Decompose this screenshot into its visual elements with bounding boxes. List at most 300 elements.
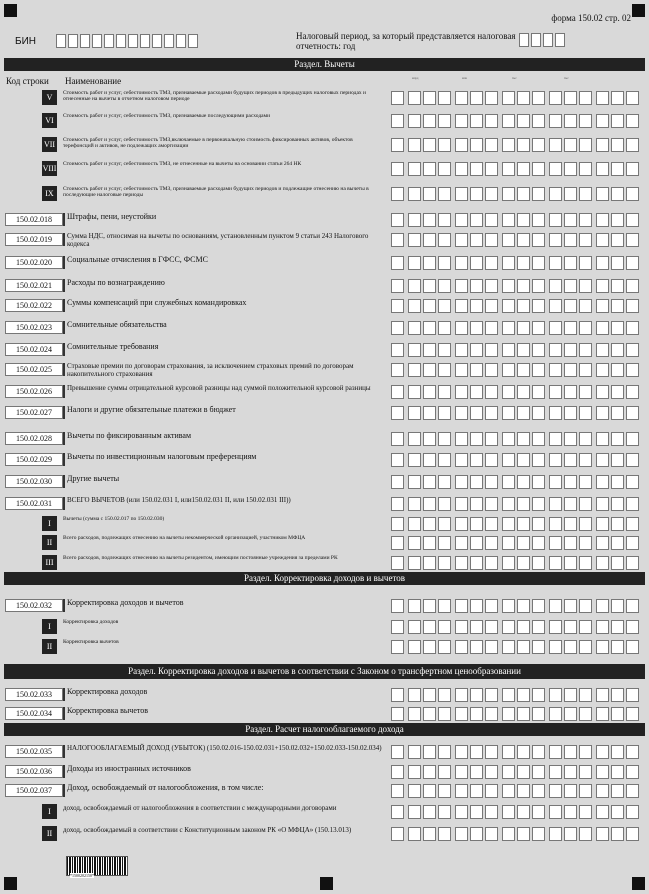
input-cell[interactable] xyxy=(626,765,639,779)
input-cell[interactable] xyxy=(502,162,515,176)
input-cell[interactable] xyxy=(517,279,530,293)
input-cell[interactable] xyxy=(549,599,562,613)
input-cell[interactable] xyxy=(423,256,436,270)
input-cell[interactable] xyxy=(611,599,624,613)
input-cell[interactable] xyxy=(455,805,468,819)
input-cell[interactable] xyxy=(391,279,404,293)
input-cell[interactable] xyxy=(152,34,162,48)
input-cell[interactable] xyxy=(549,279,562,293)
input-cell[interactable] xyxy=(470,707,483,721)
input-cell[interactable] xyxy=(564,556,577,570)
input-cell[interactable] xyxy=(502,640,515,654)
input-cell[interactable] xyxy=(579,707,592,721)
input-cell[interactable] xyxy=(579,406,592,420)
input-cell[interactable] xyxy=(626,784,639,798)
input-cell[interactable] xyxy=(517,707,530,721)
input-cell[interactable] xyxy=(596,707,609,721)
input-cell[interactable] xyxy=(596,688,609,702)
input-cell[interactable] xyxy=(532,114,545,128)
input-cell[interactable] xyxy=(611,805,624,819)
input-cell[interactable] xyxy=(438,256,451,270)
amount-input-grid[interactable] xyxy=(391,299,639,313)
input-cell[interactable] xyxy=(596,805,609,819)
input-cell[interactable] xyxy=(626,620,639,634)
input-cell[interactable] xyxy=(626,162,639,176)
input-cell[interactable] xyxy=(485,279,498,293)
input-cell[interactable] xyxy=(549,453,562,467)
input-cell[interactable] xyxy=(596,599,609,613)
input-cell[interactable] xyxy=(626,745,639,759)
input-cell[interactable] xyxy=(455,620,468,634)
input-cell[interactable] xyxy=(455,827,468,841)
input-cell[interactable] xyxy=(140,34,150,48)
input-cell[interactable] xyxy=(408,321,421,335)
input-cell[interactable] xyxy=(517,299,530,313)
input-cell[interactable] xyxy=(549,620,562,634)
input-cell[interactable] xyxy=(455,406,468,420)
input-cell[interactable] xyxy=(502,599,515,613)
input-cell[interactable] xyxy=(579,91,592,105)
input-cell[interactable] xyxy=(438,321,451,335)
input-cell[interactable] xyxy=(579,187,592,201)
input-cell[interactable] xyxy=(438,784,451,798)
input-cell[interactable] xyxy=(579,114,592,128)
input-cell[interactable] xyxy=(455,432,468,446)
input-cell[interactable] xyxy=(611,279,624,293)
input-cell[interactable] xyxy=(485,114,498,128)
input-cell[interactable] xyxy=(532,432,545,446)
input-cell[interactable] xyxy=(626,453,639,467)
input-cell[interactable] xyxy=(485,745,498,759)
input-cell[interactable] xyxy=(626,599,639,613)
input-cell[interactable] xyxy=(408,138,421,152)
amount-input-grid[interactable] xyxy=(391,475,639,489)
input-cell[interactable] xyxy=(549,475,562,489)
input-cell[interactable] xyxy=(532,406,545,420)
input-cell[interactable] xyxy=(455,138,468,152)
input-cell[interactable] xyxy=(596,187,609,201)
input-cell[interactable] xyxy=(611,363,624,377)
input-cell[interactable] xyxy=(532,162,545,176)
amount-input-grid[interactable] xyxy=(391,805,639,819)
input-cell[interactable] xyxy=(408,517,421,531)
input-cell[interactable] xyxy=(470,187,483,201)
input-cell[interactable] xyxy=(408,599,421,613)
input-cell[interactable] xyxy=(517,599,530,613)
input-cell[interactable] xyxy=(626,707,639,721)
input-cell[interactable] xyxy=(470,385,483,399)
input-cell[interactable] xyxy=(455,599,468,613)
input-cell[interactable] xyxy=(92,34,102,48)
input-cell[interactable] xyxy=(517,343,530,357)
input-cell[interactable] xyxy=(532,497,545,511)
input-cell[interactable] xyxy=(549,114,562,128)
input-cell[interactable] xyxy=(188,34,198,48)
input-cell[interactable] xyxy=(517,162,530,176)
input-cell[interactable] xyxy=(579,162,592,176)
input-cell[interactable] xyxy=(579,256,592,270)
input-cell[interactable] xyxy=(502,784,515,798)
input-cell[interactable] xyxy=(579,432,592,446)
input-cell[interactable] xyxy=(423,475,436,489)
amount-input-grid[interactable] xyxy=(391,556,639,570)
input-cell[interactable] xyxy=(611,453,624,467)
input-cell[interactable] xyxy=(438,187,451,201)
input-cell[interactable] xyxy=(611,517,624,531)
input-cell[interactable] xyxy=(408,187,421,201)
input-cell[interactable] xyxy=(626,321,639,335)
input-cell[interactable] xyxy=(470,517,483,531)
input-cell[interactable] xyxy=(391,321,404,335)
input-cell[interactable] xyxy=(391,745,404,759)
input-cell[interactable] xyxy=(470,279,483,293)
input-cell[interactable] xyxy=(408,363,421,377)
input-cell[interactable] xyxy=(502,363,515,377)
input-cell[interactable] xyxy=(611,475,624,489)
input-cell[interactable] xyxy=(626,805,639,819)
input-cell[interactable] xyxy=(423,114,436,128)
input-cell[interactable] xyxy=(626,517,639,531)
period-year-input[interactable] xyxy=(519,33,565,47)
input-cell[interactable] xyxy=(455,453,468,467)
input-cell[interactable] xyxy=(470,827,483,841)
input-cell[interactable] xyxy=(470,213,483,227)
input-cell[interactable] xyxy=(549,517,562,531)
input-cell[interactable] xyxy=(80,34,90,48)
input-cell[interactable] xyxy=(423,745,436,759)
input-cell[interactable] xyxy=(564,321,577,335)
input-cell[interactable] xyxy=(502,91,515,105)
input-cell[interactable] xyxy=(470,475,483,489)
input-cell[interactable] xyxy=(596,162,609,176)
input-cell[interactable] xyxy=(543,33,553,47)
input-cell[interactable] xyxy=(596,213,609,227)
input-cell[interactable] xyxy=(596,536,609,550)
input-cell[interactable] xyxy=(626,256,639,270)
input-cell[interactable] xyxy=(485,385,498,399)
input-cell[interactable] xyxy=(408,497,421,511)
input-cell[interactable] xyxy=(423,497,436,511)
input-cell[interactable] xyxy=(485,321,498,335)
input-cell[interactable] xyxy=(391,497,404,511)
input-cell[interactable] xyxy=(502,517,515,531)
input-cell[interactable] xyxy=(549,385,562,399)
input-cell[interactable] xyxy=(579,343,592,357)
input-cell[interactable] xyxy=(502,256,515,270)
input-cell[interactable] xyxy=(408,640,421,654)
input-cell[interactable] xyxy=(455,363,468,377)
input-cell[interactable] xyxy=(502,432,515,446)
input-cell[interactable] xyxy=(423,299,436,313)
input-cell[interactable] xyxy=(485,432,498,446)
input-cell[interactable] xyxy=(532,91,545,105)
input-cell[interactable] xyxy=(470,536,483,550)
input-cell[interactable] xyxy=(408,213,421,227)
input-cell[interactable] xyxy=(438,138,451,152)
input-cell[interactable] xyxy=(455,556,468,570)
input-cell[interactable] xyxy=(611,556,624,570)
input-cell[interactable] xyxy=(438,688,451,702)
input-cell[interactable] xyxy=(455,279,468,293)
input-cell[interactable] xyxy=(626,279,639,293)
input-cell[interactable] xyxy=(455,233,468,247)
input-cell[interactable] xyxy=(549,233,562,247)
input-cell[interactable] xyxy=(532,187,545,201)
amount-input-grid[interactable] xyxy=(391,688,639,702)
input-cell[interactable] xyxy=(470,432,483,446)
input-cell[interactable] xyxy=(626,91,639,105)
input-cell[interactable] xyxy=(596,784,609,798)
input-cell[interactable] xyxy=(485,187,498,201)
input-cell[interactable] xyxy=(549,827,562,841)
amount-input-grid[interactable] xyxy=(391,827,639,841)
amount-input-grid[interactable] xyxy=(391,279,639,293)
input-cell[interactable] xyxy=(391,385,404,399)
input-cell[interactable] xyxy=(564,432,577,446)
input-cell[interactable] xyxy=(391,556,404,570)
input-cell[interactable] xyxy=(423,343,436,357)
input-cell[interactable] xyxy=(549,162,562,176)
input-cell[interactable] xyxy=(564,138,577,152)
input-cell[interactable] xyxy=(391,213,404,227)
input-cell[interactable] xyxy=(579,620,592,634)
input-cell[interactable] xyxy=(485,556,498,570)
input-cell[interactable] xyxy=(517,688,530,702)
input-cell[interactable] xyxy=(611,745,624,759)
input-cell[interactable] xyxy=(611,620,624,634)
amount-input-grid[interactable] xyxy=(391,536,639,550)
input-cell[interactable] xyxy=(502,299,515,313)
input-cell[interactable] xyxy=(470,363,483,377)
input-cell[interactable] xyxy=(423,640,436,654)
input-cell[interactable] xyxy=(532,475,545,489)
input-cell[interactable] xyxy=(549,343,562,357)
input-cell[interactable] xyxy=(517,432,530,446)
input-cell[interactable] xyxy=(611,497,624,511)
input-cell[interactable] xyxy=(470,299,483,313)
input-cell[interactable] xyxy=(626,233,639,247)
input-cell[interactable] xyxy=(470,138,483,152)
input-cell[interactable] xyxy=(408,556,421,570)
input-cell[interactable] xyxy=(611,256,624,270)
amount-input-grid[interactable] xyxy=(391,517,639,531)
input-cell[interactable] xyxy=(596,620,609,634)
amount-input-grid[interactable] xyxy=(391,745,639,759)
input-cell[interactable] xyxy=(579,497,592,511)
input-cell[interactable] xyxy=(438,114,451,128)
input-cell[interactable] xyxy=(564,299,577,313)
input-cell[interactable] xyxy=(579,784,592,798)
input-cell[interactable] xyxy=(408,299,421,313)
input-cell[interactable] xyxy=(423,432,436,446)
input-cell[interactable] xyxy=(549,497,562,511)
input-cell[interactable] xyxy=(438,536,451,550)
input-cell[interactable] xyxy=(455,385,468,399)
input-cell[interactable] xyxy=(596,432,609,446)
input-cell[interactable] xyxy=(423,827,436,841)
input-cell[interactable] xyxy=(485,599,498,613)
input-cell[interactable] xyxy=(611,688,624,702)
amount-input-grid[interactable] xyxy=(391,213,639,227)
input-cell[interactable] xyxy=(391,620,404,634)
input-cell[interactable] xyxy=(391,363,404,377)
input-cell[interactable] xyxy=(502,213,515,227)
input-cell[interactable] xyxy=(408,233,421,247)
input-cell[interactable] xyxy=(596,827,609,841)
bin-input[interactable] xyxy=(56,34,198,48)
input-cell[interactable] xyxy=(455,187,468,201)
amount-input-grid[interactable] xyxy=(391,138,639,152)
input-cell[interactable] xyxy=(517,784,530,798)
input-cell[interactable] xyxy=(532,138,545,152)
input-cell[interactable] xyxy=(438,517,451,531)
input-cell[interactable] xyxy=(485,805,498,819)
input-cell[interactable] xyxy=(455,745,468,759)
input-cell[interactable] xyxy=(611,114,624,128)
input-cell[interactable] xyxy=(579,385,592,399)
input-cell[interactable] xyxy=(470,556,483,570)
input-cell[interactable] xyxy=(391,827,404,841)
input-cell[interactable] xyxy=(532,213,545,227)
input-cell[interactable] xyxy=(502,385,515,399)
input-cell[interactable] xyxy=(423,620,436,634)
input-cell[interactable] xyxy=(176,34,186,48)
input-cell[interactable] xyxy=(579,213,592,227)
input-cell[interactable] xyxy=(564,162,577,176)
input-cell[interactable] xyxy=(470,765,483,779)
input-cell[interactable] xyxy=(579,805,592,819)
input-cell[interactable] xyxy=(438,620,451,634)
input-cell[interactable] xyxy=(596,343,609,357)
input-cell[interactable] xyxy=(579,475,592,489)
input-cell[interactable] xyxy=(455,256,468,270)
input-cell[interactable] xyxy=(626,187,639,201)
input-cell[interactable] xyxy=(391,256,404,270)
input-cell[interactable] xyxy=(611,406,624,420)
input-cell[interactable] xyxy=(579,765,592,779)
input-cell[interactable] xyxy=(596,453,609,467)
input-cell[interactable] xyxy=(485,640,498,654)
input-cell[interactable] xyxy=(549,299,562,313)
input-cell[interactable] xyxy=(579,279,592,293)
input-cell[interactable] xyxy=(128,34,138,48)
input-cell[interactable] xyxy=(423,805,436,819)
input-cell[interactable] xyxy=(611,213,624,227)
input-cell[interactable] xyxy=(532,256,545,270)
amount-input-grid[interactable] xyxy=(391,707,639,721)
input-cell[interactable] xyxy=(423,784,436,798)
input-cell[interactable] xyxy=(596,363,609,377)
input-cell[interactable] xyxy=(485,765,498,779)
input-cell[interactable] xyxy=(532,784,545,798)
input-cell[interactable] xyxy=(626,213,639,227)
input-cell[interactable] xyxy=(517,91,530,105)
input-cell[interactable] xyxy=(626,475,639,489)
input-cell[interactable] xyxy=(391,784,404,798)
input-cell[interactable] xyxy=(517,620,530,634)
input-cell[interactable] xyxy=(423,187,436,201)
input-cell[interactable] xyxy=(579,640,592,654)
input-cell[interactable] xyxy=(423,536,436,550)
input-cell[interactable] xyxy=(564,475,577,489)
input-cell[interactable] xyxy=(532,321,545,335)
input-cell[interactable] xyxy=(564,187,577,201)
input-cell[interactable] xyxy=(470,162,483,176)
input-cell[interactable] xyxy=(485,213,498,227)
input-cell[interactable] xyxy=(626,536,639,550)
input-cell[interactable] xyxy=(564,233,577,247)
input-cell[interactable] xyxy=(455,640,468,654)
input-cell[interactable] xyxy=(549,556,562,570)
input-cell[interactable] xyxy=(532,385,545,399)
input-cell[interactable] xyxy=(532,233,545,247)
input-cell[interactable] xyxy=(564,827,577,841)
input-cell[interactable] xyxy=(408,256,421,270)
input-cell[interactable] xyxy=(579,688,592,702)
input-cell[interactable] xyxy=(391,640,404,654)
input-cell[interactable] xyxy=(455,321,468,335)
input-cell[interactable] xyxy=(438,213,451,227)
input-cell[interactable] xyxy=(408,536,421,550)
input-cell[interactable] xyxy=(502,321,515,335)
input-cell[interactable] xyxy=(517,475,530,489)
input-cell[interactable] xyxy=(579,517,592,531)
input-cell[interactable] xyxy=(391,707,404,721)
input-cell[interactable] xyxy=(438,432,451,446)
input-cell[interactable] xyxy=(408,385,421,399)
input-cell[interactable] xyxy=(470,233,483,247)
input-cell[interactable] xyxy=(485,406,498,420)
amount-input-grid[interactable] xyxy=(391,385,639,399)
input-cell[interactable] xyxy=(408,406,421,420)
amount-input-grid[interactable] xyxy=(391,640,639,654)
input-cell[interactable] xyxy=(455,162,468,176)
amount-input-grid[interactable] xyxy=(391,765,639,779)
input-cell[interactable] xyxy=(502,620,515,634)
input-cell[interactable] xyxy=(517,453,530,467)
input-cell[interactable] xyxy=(532,805,545,819)
input-cell[interactable] xyxy=(408,688,421,702)
input-cell[interactable] xyxy=(423,385,436,399)
input-cell[interactable] xyxy=(438,279,451,293)
input-cell[interactable] xyxy=(596,138,609,152)
input-cell[interactable] xyxy=(485,517,498,531)
input-cell[interactable] xyxy=(596,299,609,313)
input-cell[interactable] xyxy=(485,162,498,176)
input-cell[interactable] xyxy=(549,784,562,798)
input-cell[interactable] xyxy=(438,299,451,313)
input-cell[interactable] xyxy=(564,497,577,511)
input-cell[interactable] xyxy=(549,745,562,759)
input-cell[interactable] xyxy=(470,256,483,270)
input-cell[interactable] xyxy=(502,707,515,721)
input-cell[interactable] xyxy=(391,299,404,313)
input-cell[interactable] xyxy=(485,536,498,550)
input-cell[interactable] xyxy=(408,91,421,105)
input-cell[interactable] xyxy=(438,385,451,399)
amount-input-grid[interactable] xyxy=(391,497,639,511)
input-cell[interactable] xyxy=(564,213,577,227)
input-cell[interactable] xyxy=(455,688,468,702)
input-cell[interactable] xyxy=(517,256,530,270)
input-cell[interactable] xyxy=(485,138,498,152)
input-cell[interactable] xyxy=(164,34,174,48)
input-cell[interactable] xyxy=(423,599,436,613)
input-cell[interactable] xyxy=(502,343,515,357)
input-cell[interactable] xyxy=(517,805,530,819)
input-cell[interactable] xyxy=(532,707,545,721)
input-cell[interactable] xyxy=(438,162,451,176)
